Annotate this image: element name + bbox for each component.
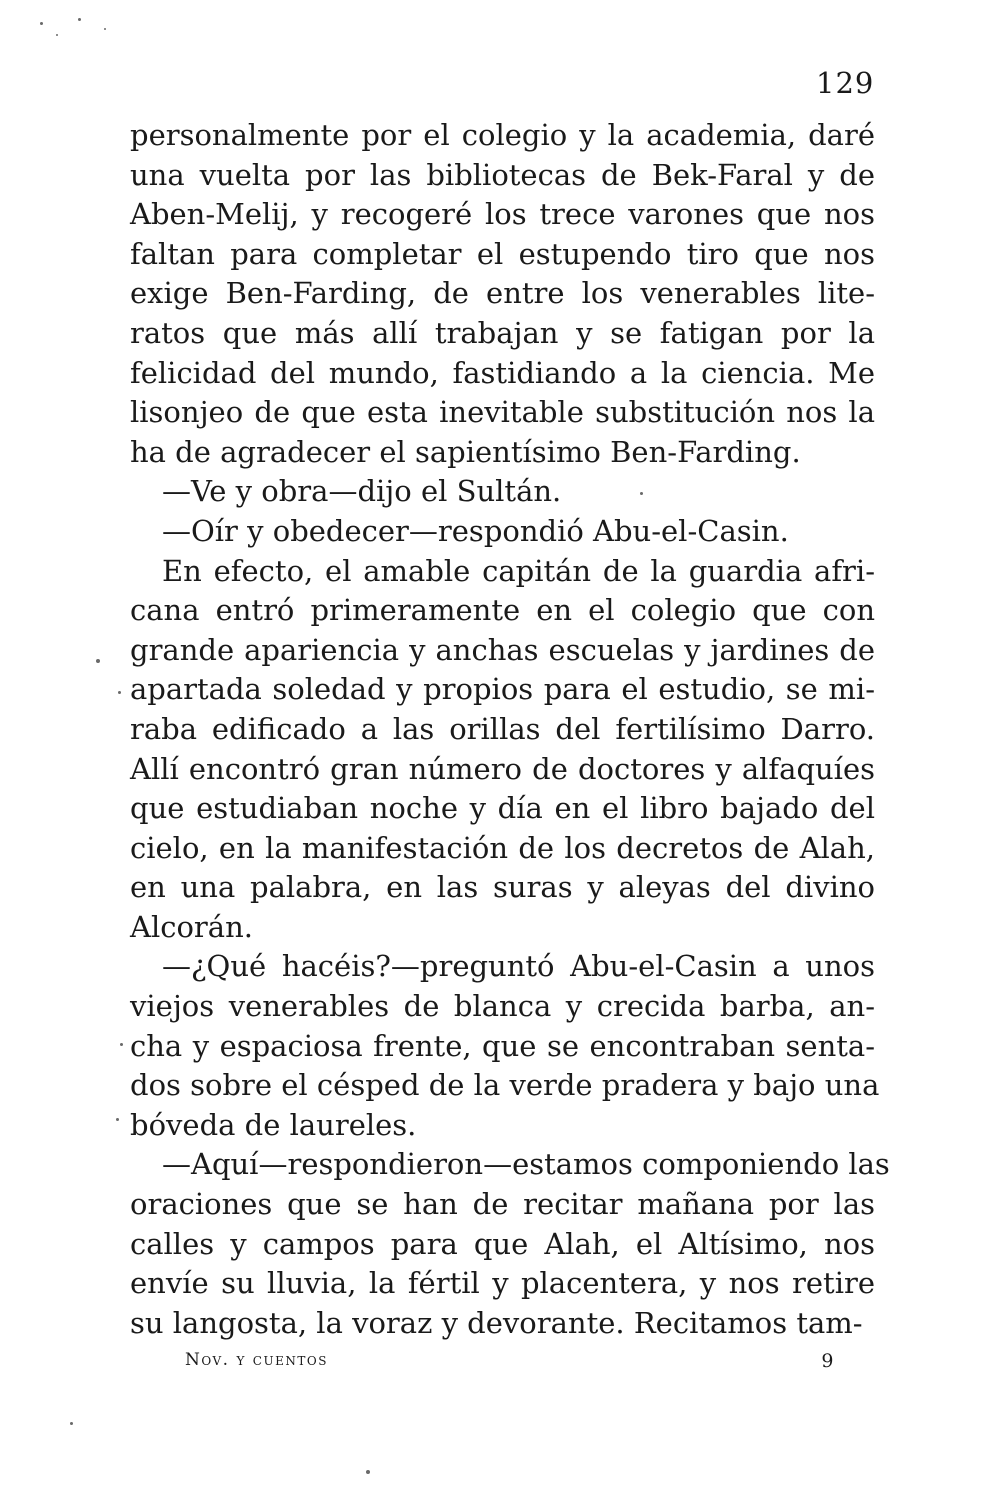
text-line: en una palabra, en las suras y aleyas del divino	[130, 870, 875, 905]
text-line: faltan para completar el estupendo tiro que nos	[130, 236, 875, 271]
scan-speck	[40, 22, 43, 25]
scan-speck	[640, 492, 643, 495]
text-line: En efecto, el amable capitán de la guardia afri-	[162, 553, 875, 588]
text-line: —¿Qué hacéis?—preguntó Abu-el-Casin a unos	[162, 949, 875, 984]
signature-number: 9	[821, 1350, 835, 1372]
text-line: cha y espaciosa frente, que se encontraban senta-	[130, 1028, 875, 1063]
text-line: Allí encontró gran número de doctores y alfaquíes	[130, 751, 875, 786]
text-line: lisonjeo de que esta inevitable substitución nos la	[130, 395, 875, 430]
scan-speck	[118, 691, 121, 694]
text-line: dos sobre el césped de la verde pradera y bajo una	[130, 1068, 880, 1103]
text-line: que estudiaban noche y día en el libro bajado del	[130, 791, 875, 826]
scan-speck	[56, 34, 58, 36]
text-line: su langosta, la voraz y devorante. Recitamos tam-	[130, 1305, 863, 1340]
text-line: cana entró primeramente en el colegio que con	[130, 593, 875, 628]
paragraph	[130, 472, 875, 512]
scan-speck	[116, 1118, 119, 1121]
page-number: 129	[816, 66, 875, 100]
paragraph	[130, 1145, 890, 1343]
scan-speck	[78, 18, 81, 21]
text-line: viejos venerables de blanca y crecida barba, an-	[130, 989, 875, 1024]
text-line: —Oír y obedecer—respondió Abu-el-Casin.	[162, 513, 789, 548]
text-line: calles y campos para que Alah, el Altísimo, nos	[130, 1226, 875, 1261]
scan-speck	[366, 1470, 370, 1474]
scan-speck	[120, 1043, 123, 1046]
text-line: exige Ben-Farding, de entre los venerables lite-	[130, 276, 875, 311]
paragraph	[130, 552, 875, 948]
text-line: una vuelta por las bibliotecas de Bek-Faral y de	[130, 157, 875, 192]
paragraph	[130, 116, 875, 472]
text-line: felicidad del mundo, fastidiando a la ciencia. Me	[130, 355, 875, 390]
paragraph	[130, 512, 875, 552]
scan-speck	[70, 1422, 73, 1425]
text-line: personalmente por el colegio y la academia, daré	[130, 118, 875, 152]
text-line: bóveda de laureles.	[130, 1107, 417, 1142]
text-line: —Ve y obra—dijo el Sultán.	[162, 474, 562, 509]
text-line: ratos que más allí trabajan y se fatigan por la	[130, 315, 875, 350]
body-text	[130, 116, 890, 1343]
scan-speck	[104, 28, 106, 30]
text-line: apartada soledad y propios para el estudio, se mi-	[130, 672, 875, 707]
text-line: Aben-Melij, y recogeré los trece varones que nos	[130, 197, 875, 232]
text-line: raba edificado a las orillas del fertilísimo Darro.	[130, 711, 875, 746]
text-line: cielo, en la manifestación de los decretos de Alah,	[130, 830, 875, 865]
text-line: oraciones que se han de recitar mañana por las	[130, 1187, 875, 1222]
text-line: Alcorán.	[130, 909, 253, 944]
text-line: ha de agradecer el sapientísimo Ben-Farding.	[130, 434, 801, 469]
scan-speck	[96, 659, 100, 663]
text-line: —Aquí—respondieron—estamos componiendo las	[162, 1147, 890, 1182]
text-line: grande apariencia y anchas escuelas y jardines de	[130, 632, 875, 667]
signature-label: Nov. y cuentos	[185, 1350, 328, 1370]
text-line: envíe su lluvia, la fértil y placentera, y nos retire	[130, 1266, 875, 1301]
paragraph	[130, 947, 880, 1145]
